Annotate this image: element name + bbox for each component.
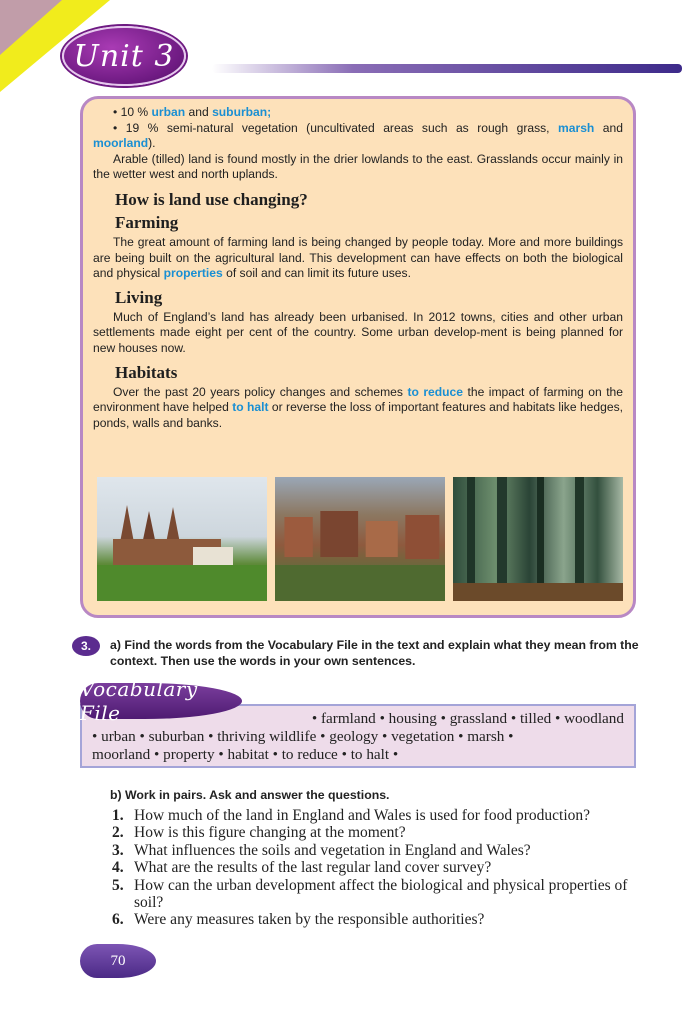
paragraph-living: Much of England’s land has already been urbanised. In 2012 towns, cities and other urban settlements made eight per cent of the country. Some urban develop-ment is being planned for new houses now. — [93, 309, 623, 355]
vocabulary-line-2: • urban • suburban • thriving wildlife • geology • vegetation • marsh • — [92, 728, 514, 745]
question-item: 3. What influences the soils and vegetation in England and Wales? — [112, 841, 531, 859]
photo-oast-houses — [97, 477, 267, 601]
heading-living: Living — [115, 287, 163, 307]
paragraph-habitats: Over the past 20 years policy changes and schemes to reduce the impact of farming on the environment have helped to halt or reverse the loss of important features and habitats like hedges, ponds, walls and banks. — [93, 384, 624, 430]
vocabulary-file-badge — [80, 677, 242, 725]
bullet-dot-icon: • — [113, 105, 118, 119]
question-item: 6. Were any measures taken by the responsible authorities? — [112, 911, 485, 929]
bullet-urban: • 10 % urban and suburban; — [113, 105, 272, 119]
bullet-dot-icon: • — [113, 120, 118, 135]
vocabulary-line-1: • farmland • housing • grassland • tilled • woodland — [311, 710, 624, 727]
question-item: 1. How much of the land in England and Wales is used for food production? — [112, 807, 591, 824]
exercise-number-badge: 3. — [72, 636, 100, 656]
keyword-to-reduce: to reduce — [407, 384, 464, 399]
keyword-marsh: marsh — [558, 120, 595, 135]
question-item: 4. What are the results of the last regular land cover survey? — [112, 859, 492, 877]
page-number: 70 — [80, 944, 156, 978]
reading-text-box — [80, 96, 636, 618]
vocabulary-file-label: Vocabulary File — [80, 677, 198, 725]
bullet-semi-natural: • 19 % semi-natural vegetation (uncultivated areas such as rough grass, marsh and moorland). — [93, 120, 623, 151]
keyword-to-halt: to halt — [232, 400, 269, 415]
photo-woodland — [453, 477, 623, 601]
corner-decoration-overlay — [0, 0, 62, 55]
keyword-urban: urban — [151, 105, 186, 119]
question-list — [112, 807, 642, 929]
heading-habitats: Habitats — [115, 362, 178, 382]
vocabulary-line-3: moorland • property • habitat • to reduce • to halt • — [92, 746, 399, 763]
keyword-properties: properties — [163, 266, 223, 281]
keyword-moorland: moorland — [93, 136, 149, 151]
question-item: 2. How is this figure changing at the moment? — [112, 824, 406, 842]
header-bar — [212, 64, 682, 73]
keyword-suburban: suburban; — [212, 105, 272, 119]
unit-label: Unit 3 — [73, 38, 175, 74]
paragraph-farming: The great amount of farming land is being changed by people today. More and more buildings are being built on the agricultural land. This development can have effects on both the biological and physical properties of soil and can limit its future uses. — [93, 234, 623, 281]
question-item: 5. How can the urban development affect the biological and physical properties of soil? — [112, 876, 628, 912]
exercise-part-a: a) Find the words from the Vocabulary File in the text and explain what they mean from the context. Then use the words in your own sentences. — [110, 638, 639, 668]
exercise-part-b: b) Work in pairs. Ask and answer the questions. — [110, 788, 390, 802]
paragraph-arable: Arable (tilled) land is found mostly in the drier lowlands to the east. Grasslands occur mainly in the wetter west and north uplands. — [93, 151, 623, 182]
photo-strip — [97, 477, 623, 601]
heading-farming: Farming — [115, 212, 179, 232]
unit-badge — [62, 26, 186, 86]
heading-land-use: How is land use changing? — [115, 189, 308, 209]
photo-town-view — [275, 477, 445, 601]
